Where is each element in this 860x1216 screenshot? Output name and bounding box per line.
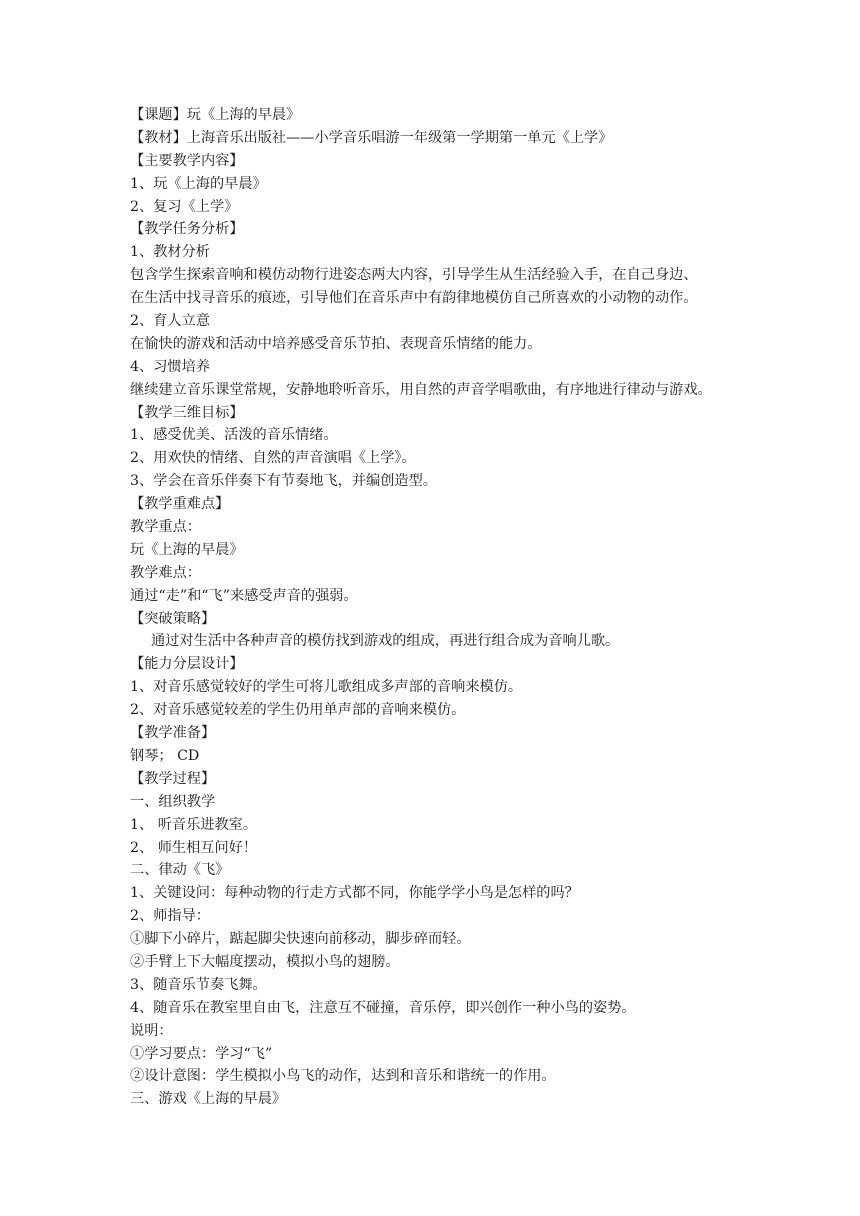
text-line: 2、用欢快的情绪、自然的声音演唱《上学》。	[130, 450, 416, 467]
text-line: 教学难点：	[130, 564, 201, 581]
text-line: 【能力分层设计】	[130, 656, 244, 673]
text-line: 【教学重难点】	[130, 496, 230, 513]
text-line: 【教材】上海音乐出版社——小学音乐唱游一年级第一学期第一单元《上学》	[130, 129, 613, 146]
text-line: ①脚下小碎片，踮起脚尖快速向前移动，脚步碎而轻。	[130, 931, 471, 948]
text-line: 通过“走”和“飞”来感受声音的强弱。	[130, 587, 358, 604]
text-line: 在愉快的游戏和活动中培养感受音乐节拍、表现音乐情绪的能力。	[130, 335, 542, 352]
text-line: 4、习惯培养	[130, 358, 210, 375]
text-line: 通过对生活中各种声音的模仿找到游戏的组成，再进行组合成为音响儿歌。	[151, 633, 620, 650]
text-line: 包含学生探索音响和模仿动物行进姿态两大内容，引导学生从生活经验入手，在自己身边、	[130, 267, 698, 284]
text-line: 二、律动《飞》	[130, 862, 230, 879]
text-line: 【主要教学内容】	[130, 152, 244, 169]
text-line: ①学习要点：学习“飞”	[130, 1045, 273, 1062]
text-line: 4、随音乐在教室里自由飞，注意互不碰撞，音乐停，即兴创作一种小鸟的姿势。	[130, 999, 636, 1016]
text-line: 教学重点：	[130, 519, 201, 536]
text-line: 3、学会在音乐伴奏下有节奏地飞，并编创造型。	[130, 473, 437, 490]
text-line: 三、游戏《上海的早晨》	[130, 1091, 287, 1108]
text-line: 【教学准备】	[130, 725, 216, 742]
text-line: 【教学三维目标】	[130, 404, 244, 421]
text-line: 2、 师生相互问好！	[130, 839, 258, 856]
text-line: 1、教材分析	[130, 244, 210, 261]
text-line: 【教学过程】	[130, 770, 216, 787]
text-line: 2、对音乐感觉较差的学生仍用单声部的音响来模仿。	[130, 702, 466, 719]
text-line: 2、师指导：	[130, 908, 210, 925]
text-line: ②手臂上下大幅度摆动，模拟小鸟的翅膀。	[130, 953, 400, 970]
text-line: ②设计意图：学生模拟小鸟飞的动作，达到和音乐和谐统一的作用。	[130, 1068, 556, 1085]
text-line: 1、玩《上海的早晨》	[130, 175, 267, 192]
text-line: 钢琴； CD	[130, 747, 200, 764]
text-line: 继续建立音乐课堂常规，安静地聆听音乐，用自然的声音学唱歌曲，有序地进行律动与游戏。	[130, 381, 712, 398]
text-line: 1、关键设问：每种动物的行走方式都不同，你能学学小鸟是怎样的吗？	[130, 885, 579, 902]
text-line: 玩《上海的早晨》	[130, 541, 244, 558]
text-line: 2、复习《上学》	[130, 198, 239, 215]
text-line: 【课题】玩《上海的早晨》	[130, 107, 301, 123]
text-line: 2、育人立意	[130, 313, 210, 330]
document-body	[130, 104, 750, 1111]
text-line: 在生活中找寻音乐的痕迹，引导他们在音乐声中有韵律地模仿自己所喜欢的小动物的动作。	[130, 290, 698, 307]
text-line: 1、对音乐感觉较好的学生可将儿歌组成多声部的音响来模仿。	[130, 679, 523, 696]
text-line: 1、感受优美、活泼的音乐情绪。	[130, 427, 338, 444]
text-line: 【突破策略】	[130, 610, 216, 627]
text-line: 说明：	[130, 1022, 173, 1039]
text-line: 一、组织教学	[130, 793, 216, 810]
text-line: 【教学任务分析】	[130, 221, 244, 238]
text-line: 1、 听音乐进教室。	[130, 816, 258, 833]
text-line: 3、随音乐节奏飞舞。	[130, 976, 267, 993]
